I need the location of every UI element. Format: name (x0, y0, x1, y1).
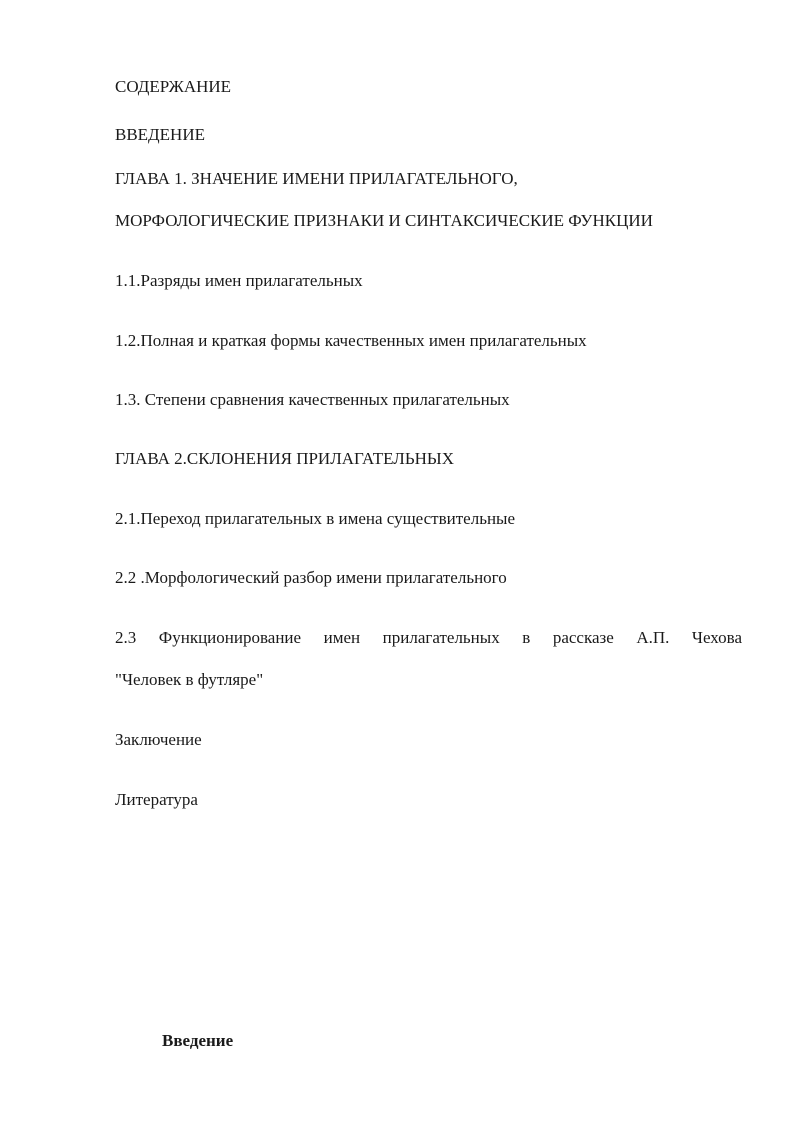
toc-entry-2-3: 2.3 Функционирование имен прилагательных в рассказе А.П. Чехова (115, 628, 742, 647)
toc-entry-2-1: 2.1.Переход прилагательных в имена существительные (115, 509, 516, 528)
toc-entry-1-2: 1.2.Полная и краткая формы качественных имен прилагательных (115, 331, 587, 350)
toc-entry-1-3: 1.3. Степени сравнения качественных прилагательных (115, 390, 510, 409)
toc-entry-literature: Литература (115, 790, 198, 809)
toc-entry-1-1: 1.1.Разряды имен прилагательных (115, 271, 363, 290)
toc-entry-chapter-1-title: ГЛАВА 1. ЗНАЧЕНИЕ ИМЕНИ ПРИЛАГАТЕЛЬНОГО, (115, 169, 518, 188)
toc-entry-conclusion: Заключение (115, 730, 202, 749)
section-heading-introduction: Введение (162, 1031, 234, 1050)
toc-entry-2-2: 2.2 .Морфологический разбор имени прилагательного (115, 568, 507, 587)
toc-entry-introduction: ВВЕДЕНИЕ (115, 125, 205, 144)
toc-entry-chapter-1-subtitle: МОРФОЛОГИЧЕСКИЕ ПРИЗНАКИ И СИНТАКСИЧЕСКИЕ ФУНКЦИИ (115, 211, 653, 230)
toc-heading: СОДЕРЖАНИЕ (115, 77, 232, 96)
toc-entry-2-3-continuation: "Человек в футляре" (115, 670, 264, 689)
toc-entry-chapter-2: ГЛАВА 2.СКЛОНЕНИЯ ПРИЛАГАТЕЛЬНЫХ (115, 449, 454, 468)
